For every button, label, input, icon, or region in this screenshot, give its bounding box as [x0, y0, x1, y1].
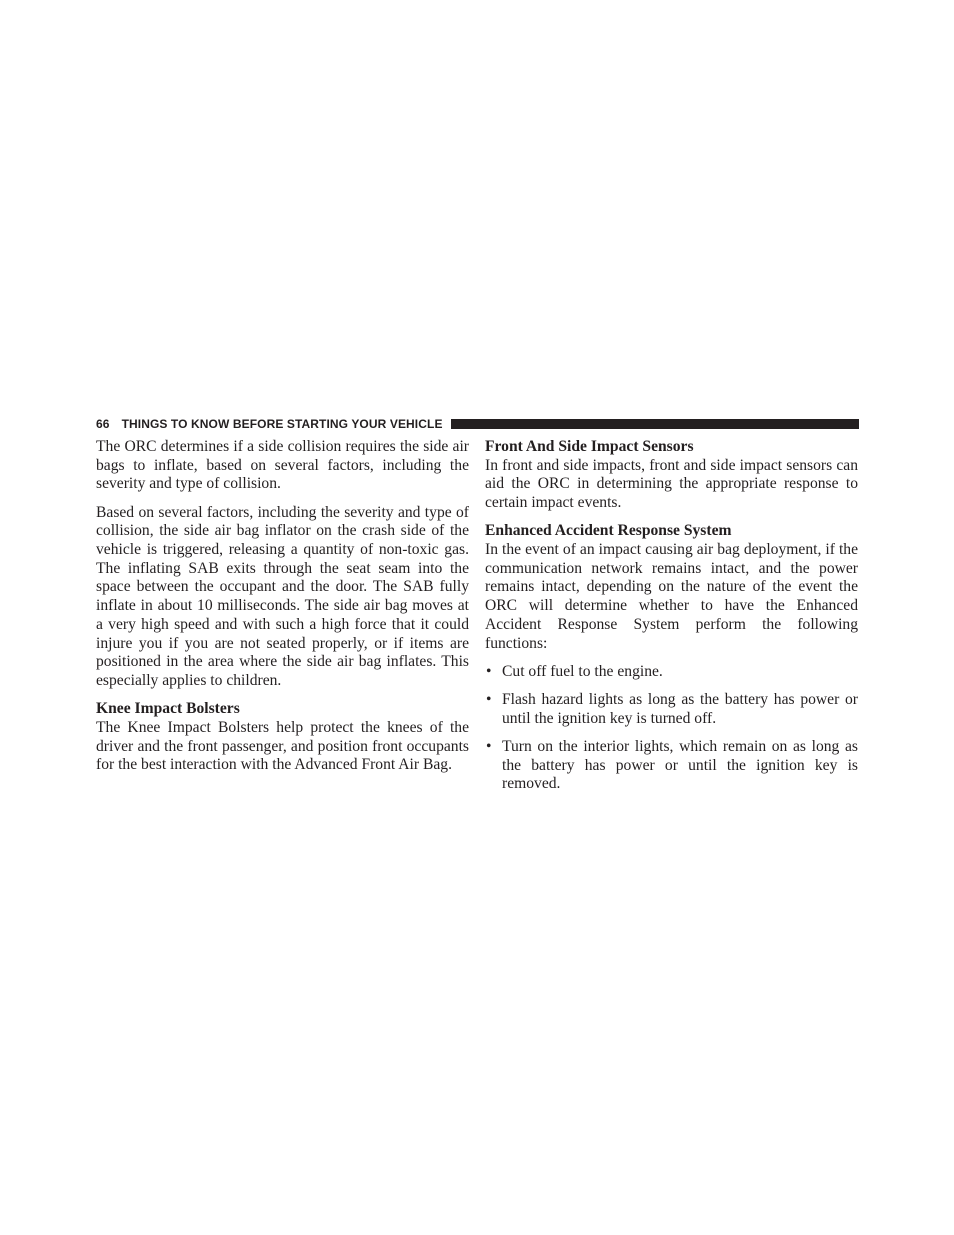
- enhanced-accident-response-heading: Enhanced Accident Response System: [485, 522, 732, 540]
- list-item: [485, 691, 858, 728]
- bullet-icon: •: [486, 690, 492, 708]
- impact-sensors-heading: Front And Side Impact Sensors: [485, 438, 694, 455]
- bullet-icon: •: [486, 662, 492, 680]
- response-functions-list: [485, 663, 858, 794]
- page-number: 66: [96, 417, 110, 431]
- enhanced-accident-response-text: In the event of an impact causing air bag deployment, if the communication network remains intact, and the power remains intact, depending on the nature of the event the ORC will determine whether to have the Enhanced Accident Response System perform the following functions:: [485, 541, 858, 652]
- list-item: [485, 663, 858, 682]
- bullet-icon: •: [486, 737, 492, 755]
- left-column: [96, 438, 469, 784]
- side-collision-paragraph: The ORC determines if a side collision requires the side air bags to inflate, based on several factors, including the severity and type of collision.: [96, 438, 469, 493]
- knee-impact-bolsters-heading: Knee Impact Bolsters: [96, 700, 240, 718]
- right-column: [485, 438, 858, 803]
- list-item-text: Flash hazard lights as long as the battery has power or until the ignition key is turned off.: [502, 690, 858, 727]
- impact-sensors-text: In front and side impacts, front and side impact sensors can aid the ORC in determining the appropriate response to certain impact events.: [485, 456, 858, 512]
- list-item: [485, 738, 858, 794]
- list-item-text: Cut off fuel to the engine.: [502, 662, 663, 680]
- list-item-text: Turn on the interior lights, which remain on as long as the battery has power or until the ignition key is removed.: [502, 737, 858, 793]
- knee-impact-bolsters-text: The Knee Impact Bolsters help protect the knees of the driver and the front passenger, and position front occupants for the best interaction with the Advanced Front Air Bag.: [96, 718, 469, 774]
- section-title: THINGS TO KNOW BEFORE STARTING YOUR VEHICLE: [121, 417, 443, 431]
- page-header: [96, 417, 859, 431]
- header-rule-bar: [451, 419, 859, 429]
- side-air-bag-inflation-paragraph: Based on several factors, including the severity and type of collision, the side air bag inflator on the crash side of the vehicle is triggered, releasing a quantity of non-toxic gas. The inflating SAB exits through the seat seam into the space between the occupant and the door. The SAB fully inflate in about 10 milliseconds. The side air bag moves at a very high speed and with such a high force that it could injure you if you are not seated properly, or if items are positioned in the area where the side air bag inflates. This especially applies to children.: [96, 503, 469, 689]
